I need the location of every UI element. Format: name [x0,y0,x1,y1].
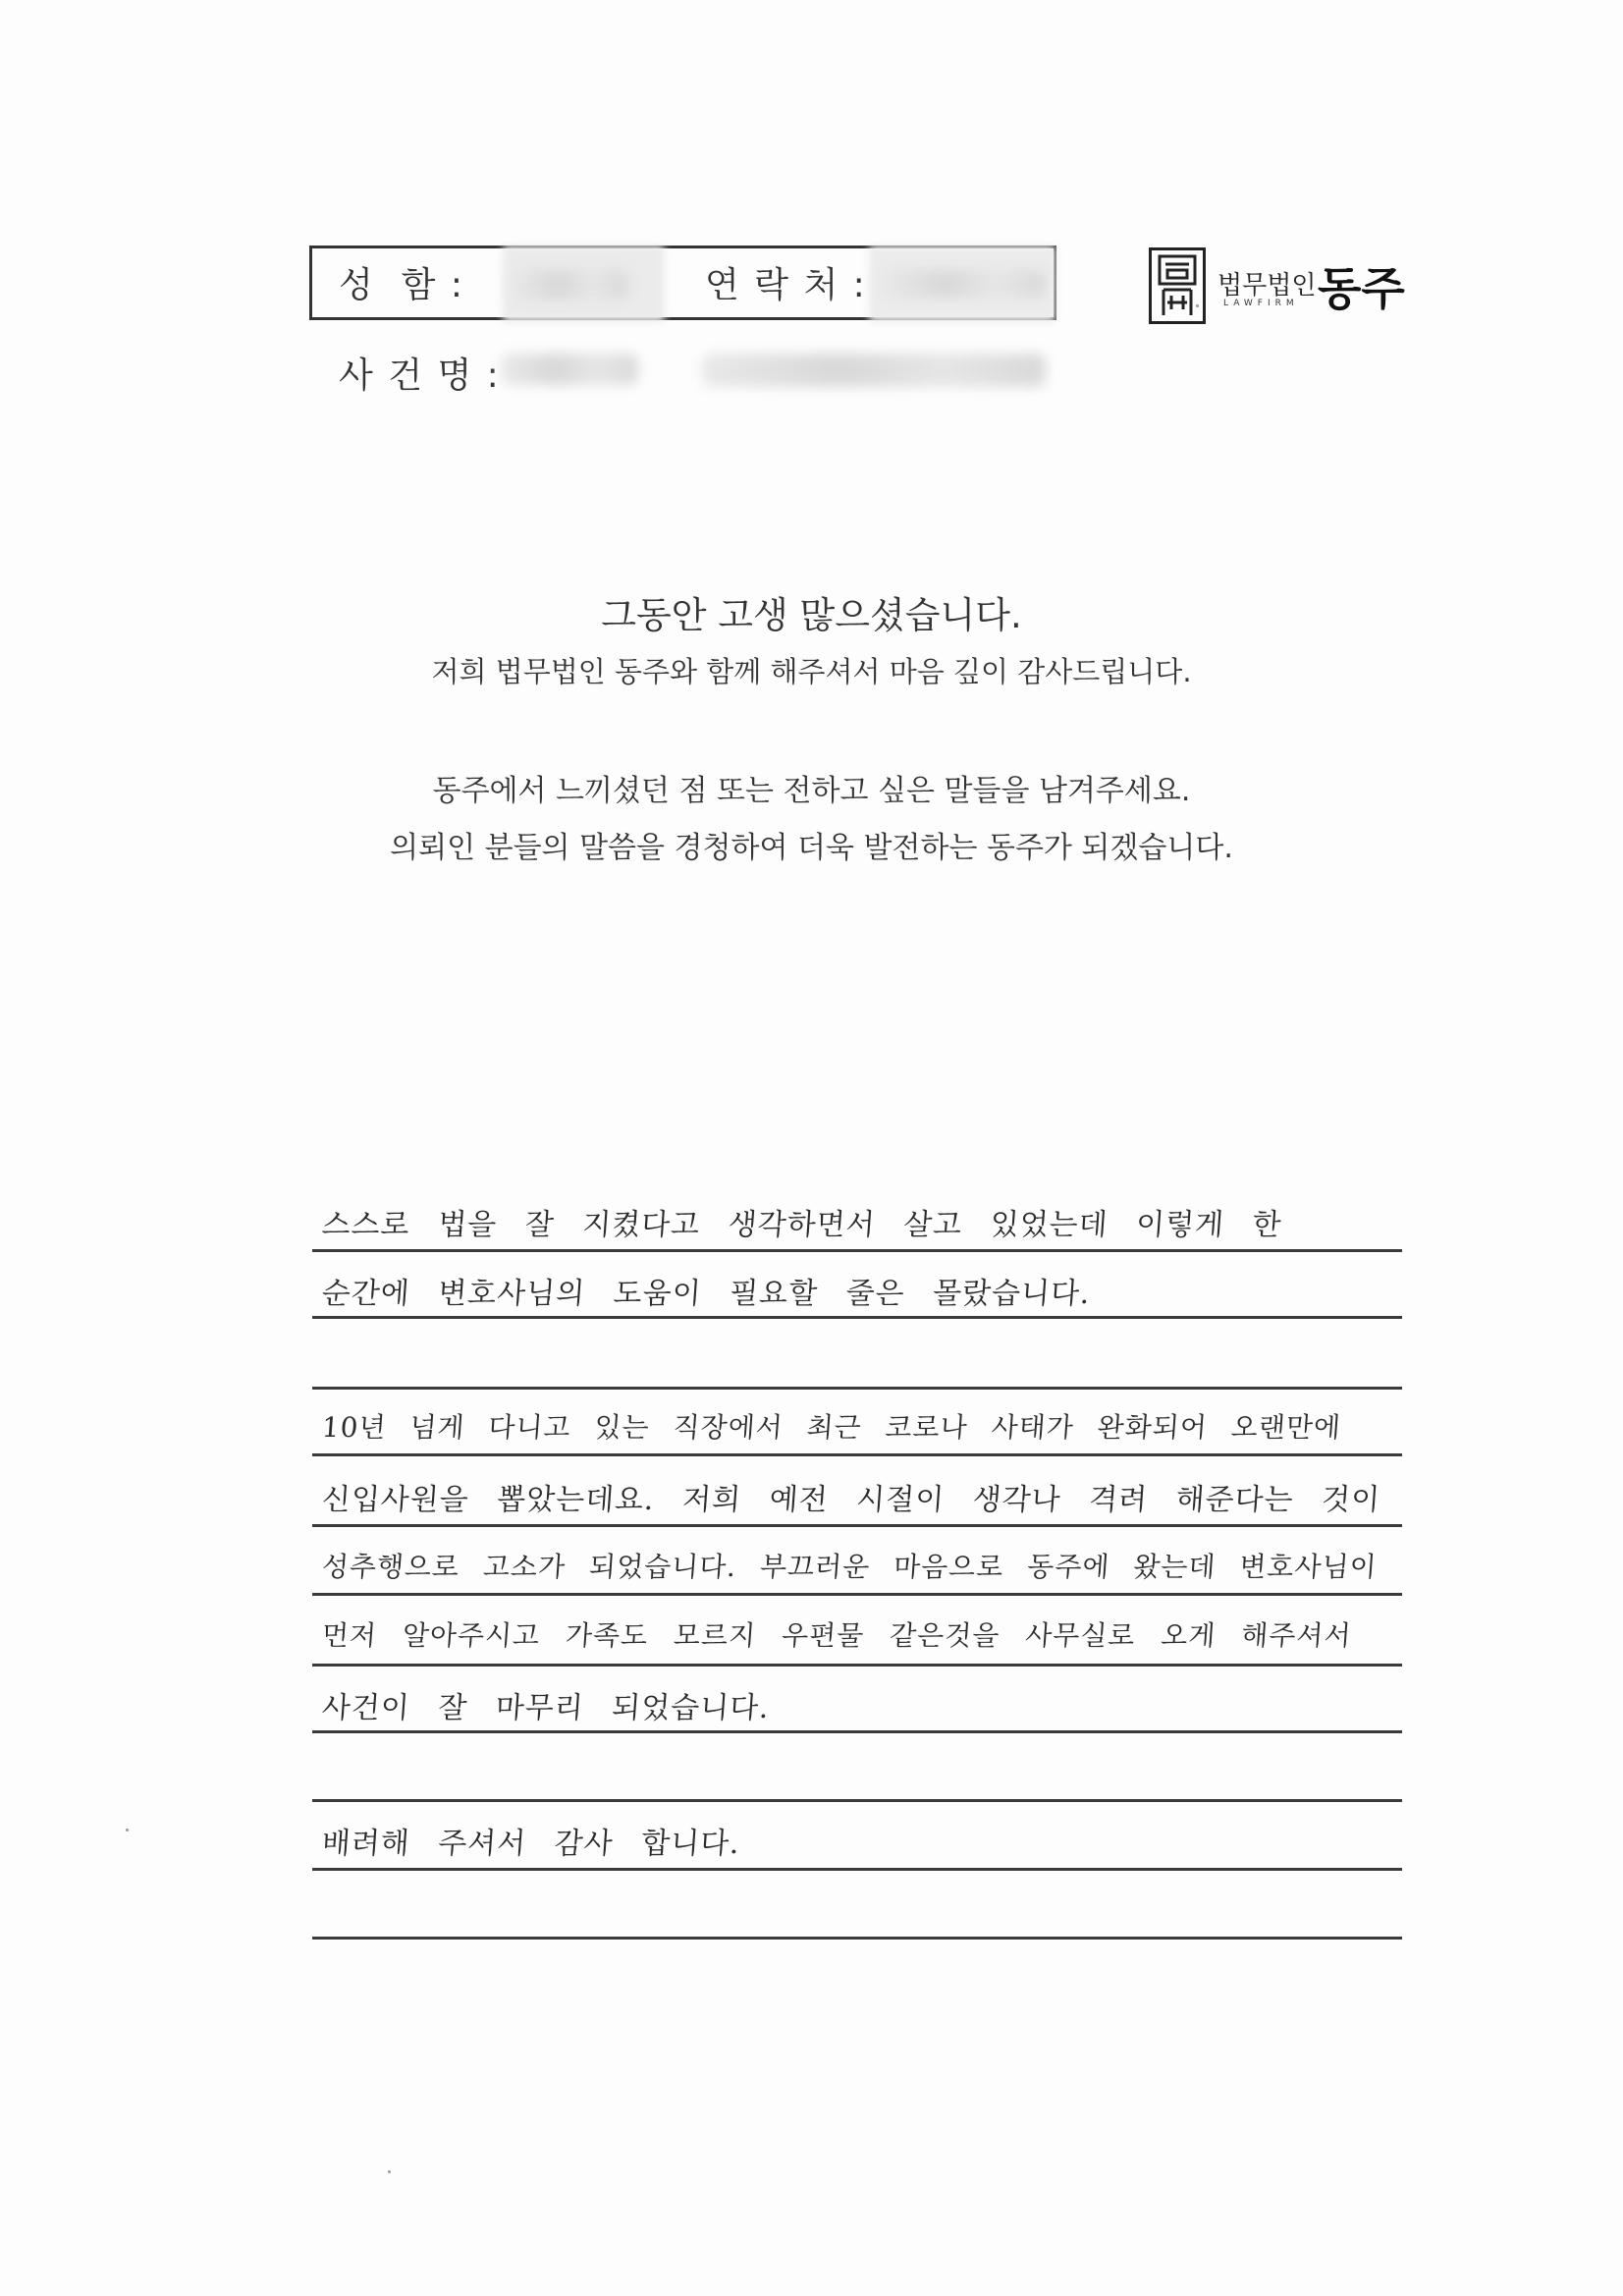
intro-title: 그동안 고생 많으셨습니다. [601,594,1022,636]
logo-small-text: 법무법인 [1217,271,1317,301]
intro-line-1: 저희 법무법인 동주와 함께 해주셔서 마음 깊이 감사드립니다. [431,655,1192,688]
ruled-line [312,1868,1402,1871]
intro-line-3: 의뢰인 분들의 말씀을 경청하여 더욱 발전하는 동주가 되겠습니다. [390,831,1233,865]
ruled-line [312,1937,1402,1940]
scan-speck [1196,304,1199,307]
ruled-line [312,1664,1402,1667]
law-firm-logo [1149,247,1404,326]
ruled-line [312,1316,1402,1319]
name-redacted-blur [511,270,628,300]
handwritten-line: 성추행으로 고소가 되었습니다. 부끄러운 마음으로 동주에 왔는데 변호사님이 [320,1551,1379,1583]
handwritten-line: 신입사원을 뽑았는데요. 저희 예전 시절이 생각나 격려 해준다는 것이 [320,1483,1382,1517]
handwritten-line: 10년 넘게 다니고 있는 직장에서 최근 코로나 사태가 완화되어 오랜만에 [320,1411,1343,1444]
contact-redacted-blur [879,270,1046,298]
contact-label: 연 락 처 : [705,265,867,305]
ruled-line [312,1387,1402,1390]
scan-speck [126,1829,129,1831]
case-label: 사 건 명 : [339,355,501,396]
case-redacted-1 [501,354,638,385]
handwritten-line: 스스로 법을 잘 지켰다고 생각하면서 살고 있었는데 이렇게 한 [320,1208,1283,1242]
scan-speck [388,2170,391,2173]
dongju-seal-icon [1149,247,1206,324]
ruled-line [312,1249,1402,1252]
handwritten-line: 순간에 변호사님의 도움이 필요할 줄은 몰랐습니다. [320,1277,1092,1311]
handwritten-line: 먼저 알아주시고 가족도 모르지 우편물 같은것을 사무실로 오게 해주셔서 [320,1619,1353,1652]
logo-big-text: 동주 [1318,262,1405,315]
handwritten-line: 사건이 잘 마무리 되었습니다. [320,1691,771,1725]
ruled-line [312,1799,1402,1802]
logo-lawfirm-text: LAWFIRM [1223,299,1299,308]
ruled-line [312,1730,1402,1733]
ruled-line [312,1453,1402,1456]
case-redacted-2 [702,354,1046,387]
intro-line-2: 동주에서 느끼셨던 점 또는 전하고 싶은 말들을 남겨주세요. [432,774,1191,808]
ruled-line [312,1524,1402,1527]
name-label: 성 함 : [339,265,465,305]
handwritten-line: 배려해 주셔서 감사 합니다. [320,1827,741,1861]
ruled-line [312,1593,1402,1596]
